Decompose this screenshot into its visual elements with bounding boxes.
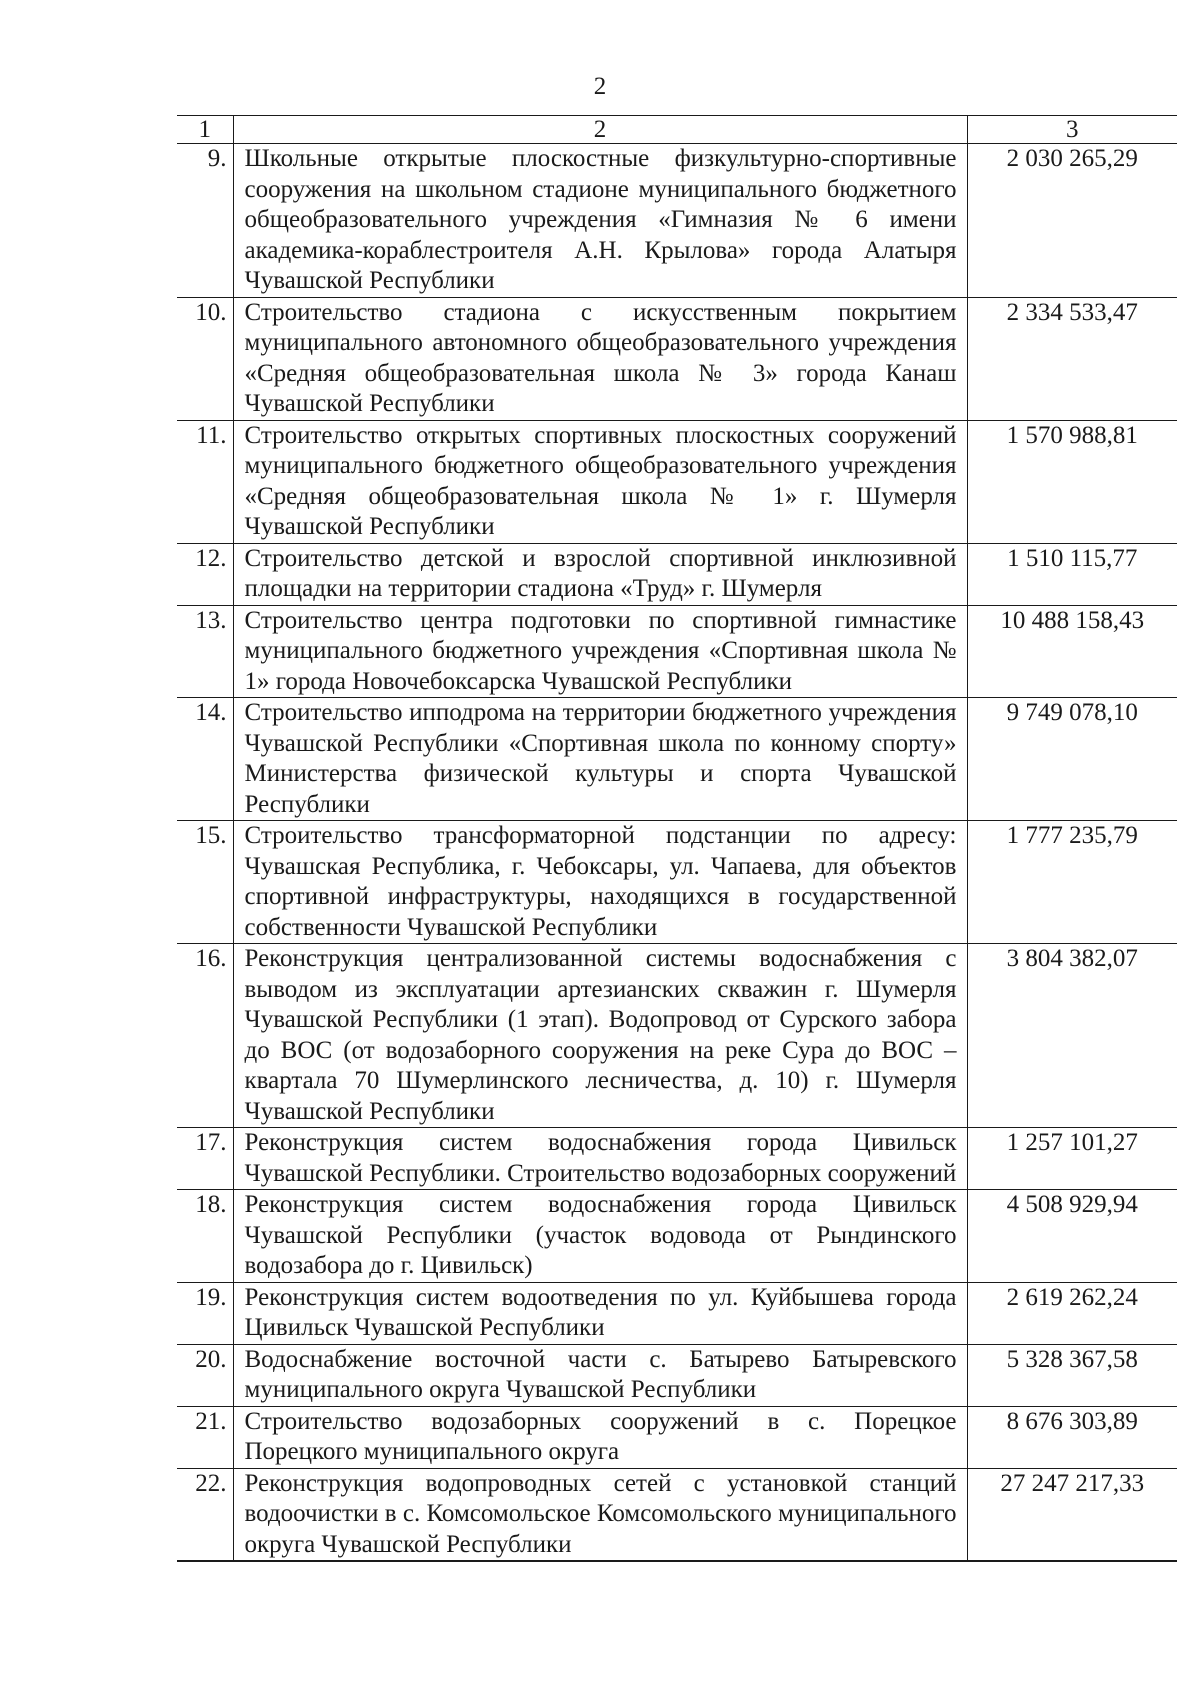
table-row <box>177 1468 1177 1561</box>
row-number: 17. <box>177 1128 233 1190</box>
row-description: Реконструкция централизованной системы водоснабжения с выводом из эксплуатации артезианских скважин г. Шумерля Чувашской Республики (1 этап). Водопровод от Сурского забора до ВОС (от водозаборного сооружения на реке Сура до ВОС – квартала 70 Шумерлинского лесничества, д. 10) г. Шумерля Чувашской Республики <box>233 944 967 1128</box>
objects-table <box>177 115 1177 1562</box>
row-description: Водоснабжение восточной части с. Батырево Батыревского муниципального округа Чувашской Республики <box>233 1344 967 1406</box>
table-row <box>177 944 1177 1128</box>
row-amount: 4 508 929,94 <box>967 1190 1177 1283</box>
row-description: Строительство стадиона с искусственным покрытием муниципального автономного общеобразовательного учреждения «Средняя общеобразовательная школа № 3» города Канаш Чувашской Республики <box>233 297 967 420</box>
row-amount: 1 570 988,81 <box>967 420 1177 543</box>
row-amount: 2 030 265,29 <box>967 144 1177 298</box>
row-amount: 10 488 158,43 <box>967 605 1177 698</box>
row-description: Строительство открытых спортивных плоскостных сооружений муниципального бюджетного общеобразовательного учреждения «Средняя общеобразовательная школа № 1» г. Шумерля Чувашской Республики <box>233 420 967 543</box>
row-number: 14. <box>177 698 233 821</box>
row-amount: 27 247 217,33 <box>967 1468 1177 1561</box>
row-number: 13. <box>177 605 233 698</box>
table-row <box>177 1282 1177 1344</box>
row-amount: 1 257 101,27 <box>967 1128 1177 1190</box>
page-number: 2 <box>593 73 607 100</box>
row-amount: 9 749 078,10 <box>967 698 1177 821</box>
column-header-2: 2 <box>233 116 967 144</box>
row-number: 20. <box>177 1344 233 1406</box>
row-description: Строительство детской и взрослой спортивной инклюзивной площадки на территории стадиона «Труд» г. Шумерля <box>233 543 967 605</box>
column-header-1: 1 <box>177 116 233 144</box>
table-row <box>177 1128 1177 1190</box>
row-amount: 5 328 367,58 <box>967 1344 1177 1406</box>
row-amount: 1 777 235,79 <box>967 821 1177 944</box>
table-row <box>177 1190 1177 1283</box>
row-description: Реконструкция водопроводных сетей с установкой станций водоочистки в с. Комсомольское Комсомольского муниципального округа Чувашской Республики <box>233 1468 967 1561</box>
row-amount: 2 619 262,24 <box>967 1282 1177 1344</box>
row-number: 15. <box>177 821 233 944</box>
row-description: Реконструкция систем водоснабжения города Цивильск Чувашской Республики (участок водовода от Рындинского водозабора до г. Цивильск) <box>233 1190 967 1283</box>
table-row <box>177 698 1177 821</box>
table-header-row <box>177 116 1177 144</box>
row-description: Строительство трансформаторной подстанции по адресу: Чувашская Республика, г. Чебоксары, ул. Чапаева, для объектов спортивной инфраструктуры, находящихся в государственной собственности Чувашской Республики <box>233 821 967 944</box>
table-row <box>177 144 1177 298</box>
row-number: 21. <box>177 1406 233 1468</box>
row-number: 16. <box>177 944 233 1128</box>
table-row <box>177 821 1177 944</box>
table-row <box>177 420 1177 543</box>
table-row <box>177 605 1177 698</box>
row-amount: 2 334 533,47 <box>967 297 1177 420</box>
row-description: Строительство центра подготовки по спортивной гимнастике муниципального бюджетного учреждения «Спортивная школа № 1» города Новочебоксарска Чувашской Республики <box>233 605 967 698</box>
row-number: 12. <box>177 543 233 605</box>
table-row <box>177 543 1177 605</box>
row-amount: 8 676 303,89 <box>967 1406 1177 1468</box>
row-description: Реконструкция систем водоснабжения города Цивильск Чувашской Республики. Строительство водозаборных сооружений <box>233 1128 967 1190</box>
row-amount: 1 510 115,77 <box>967 543 1177 605</box>
row-description: Строительство ипподрома на территории бюджетного учреждения Чувашской Республики «Спортивная школа по конному спорту» Министерства физической культуры и спорта Чувашской Республики <box>233 698 967 821</box>
row-description: Школьные открытые плоскостные физкультурно-спортивные сооружения на школьном стадионе муниципального бюджетного общеобразовательного учреждения «Гимназия № 6 имени академика-кораблестроителя А.Н. Крылова» города Алатыря Чувашской Республики <box>233 144 967 298</box>
table-row <box>177 1344 1177 1406</box>
row-number: 19. <box>177 1282 233 1344</box>
row-number: 22. <box>177 1468 233 1561</box>
row-number: 10. <box>177 297 233 420</box>
row-number: 9. <box>177 144 233 298</box>
column-header-3: 3 <box>967 116 1177 144</box>
row-number: 18. <box>177 1190 233 1283</box>
row-amount: 3 804 382,07 <box>967 944 1177 1128</box>
table-row <box>177 297 1177 420</box>
row-description: Строительство водозаборных сооружений в с. Порецкое Порецкого муниципального округа <box>233 1406 967 1468</box>
row-number: 11. <box>177 420 233 543</box>
row-description: Реконструкция систем водоотведения по ул. Куйбышева города Цивильск Чувашской Республики <box>233 1282 967 1344</box>
table-row <box>177 1406 1177 1468</box>
